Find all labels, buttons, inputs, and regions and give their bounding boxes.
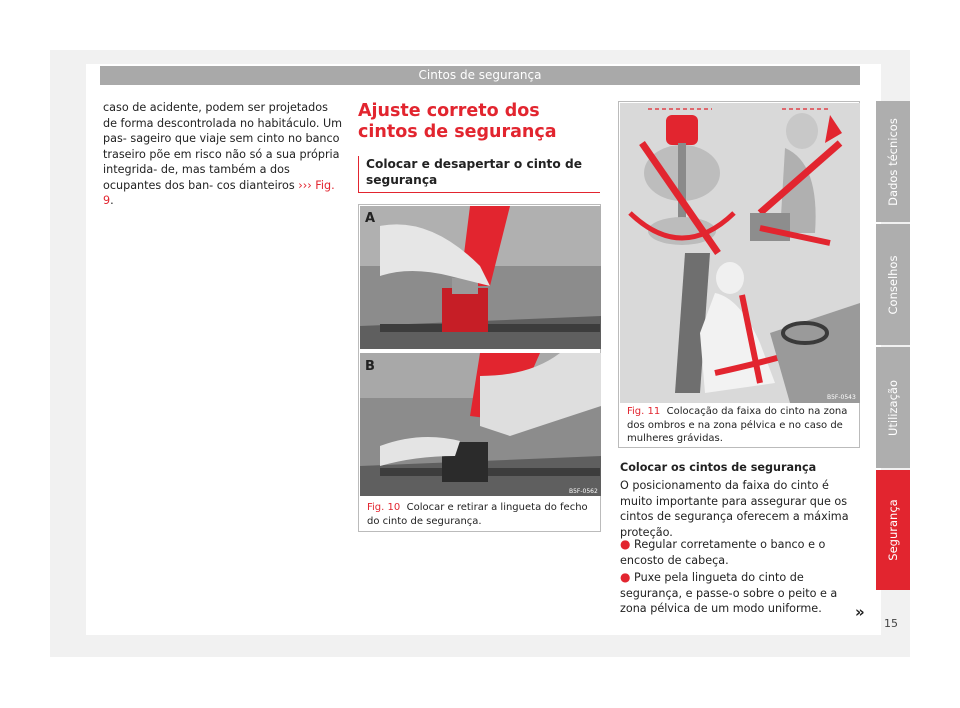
figure-10-label: Fig. 10	[367, 502, 401, 513]
subtitle-rule	[358, 192, 600, 193]
panel-b-label: B	[365, 359, 375, 374]
tab-utilizacao-label: Utilização	[886, 379, 900, 436]
tab-utilizacao[interactable]	[876, 347, 910, 468]
tab-seguranca-label: Segurança	[886, 499, 900, 561]
tab-dados-tecnicos-label: Dados técnicos	[886, 117, 900, 206]
tab-dados-tecnicos[interactable]	[876, 101, 910, 222]
page-number: 15	[884, 617, 898, 630]
tab-conselhos-label: Conselhos	[886, 255, 900, 314]
fig-9-link[interactable]: ››› Fig. 9	[103, 178, 335, 207]
bullet-2-text: Puxe pela lingueta do cinto de segurança, e passe-o sobre o peito e a zona pélvica de um modo uniforme.	[620, 571, 838, 615]
figure-10-caption	[367, 501, 595, 528]
tab-conselhos[interactable]	[876, 224, 910, 345]
section-subtitle: Colocar e desapertar o cinto de segurança	[366, 157, 582, 187]
chapter-header: Cintos de segurança	[100, 66, 860, 85]
continue-marker-icon: »	[855, 603, 865, 621]
intro-text: caso de acidente, podem ser projetados de forma descontrolada no habitáculo. Um pas- sageiro que viaje sem cinto no banco traseiro põe em risco não só a sua própria integrida- de, mas também a dos ocupantes dos ban- cos dianteiros	[103, 101, 343, 192]
bullet-1-text: Regular corretamente o banco e o encosto de cabeça.	[620, 538, 826, 567]
subsection-paragraph: O posicionamento da faixa do cinto é muito importante para assegurar que os cintos de segurança oferecem a máxima proteção.	[620, 479, 849, 539]
figure-11-caption-text: Colocação da faixa do cinto na zona dos ombros e na zona pélvica e no caso de mulheres grávidas.	[627, 406, 848, 444]
intro-end: .	[110, 194, 114, 207]
section-title: Ajuste correto dos cintos de segurança	[358, 101, 557, 142]
figure-10-illustration	[360, 206, 601, 496]
bullet-dot-icon: ●	[620, 537, 631, 551]
bullet-1	[620, 537, 860, 568]
tab-seguranca[interactable]	[876, 470, 910, 590]
figure-11-code: B5F-0543	[827, 394, 856, 401]
figure-11-label: Fig. 11	[627, 406, 661, 417]
figure-11-caption	[627, 405, 853, 446]
figure-10-caption-text: Colocar e retirar a lingueta do fecho do cinto de segurança.	[367, 502, 588, 527]
subsection-heading: Colocar os cintos de segurança	[620, 461, 817, 474]
figure-11	[618, 101, 860, 448]
bullet-2	[620, 570, 860, 617]
intro-paragraph	[103, 100, 343, 209]
panel-a-label: A	[365, 211, 376, 226]
figure-10	[358, 204, 601, 532]
figure-11-illustration	[620, 103, 860, 403]
bullet-dot-icon: ●	[620, 570, 631, 584]
figure-10-code: B5F-0562	[569, 488, 598, 495]
